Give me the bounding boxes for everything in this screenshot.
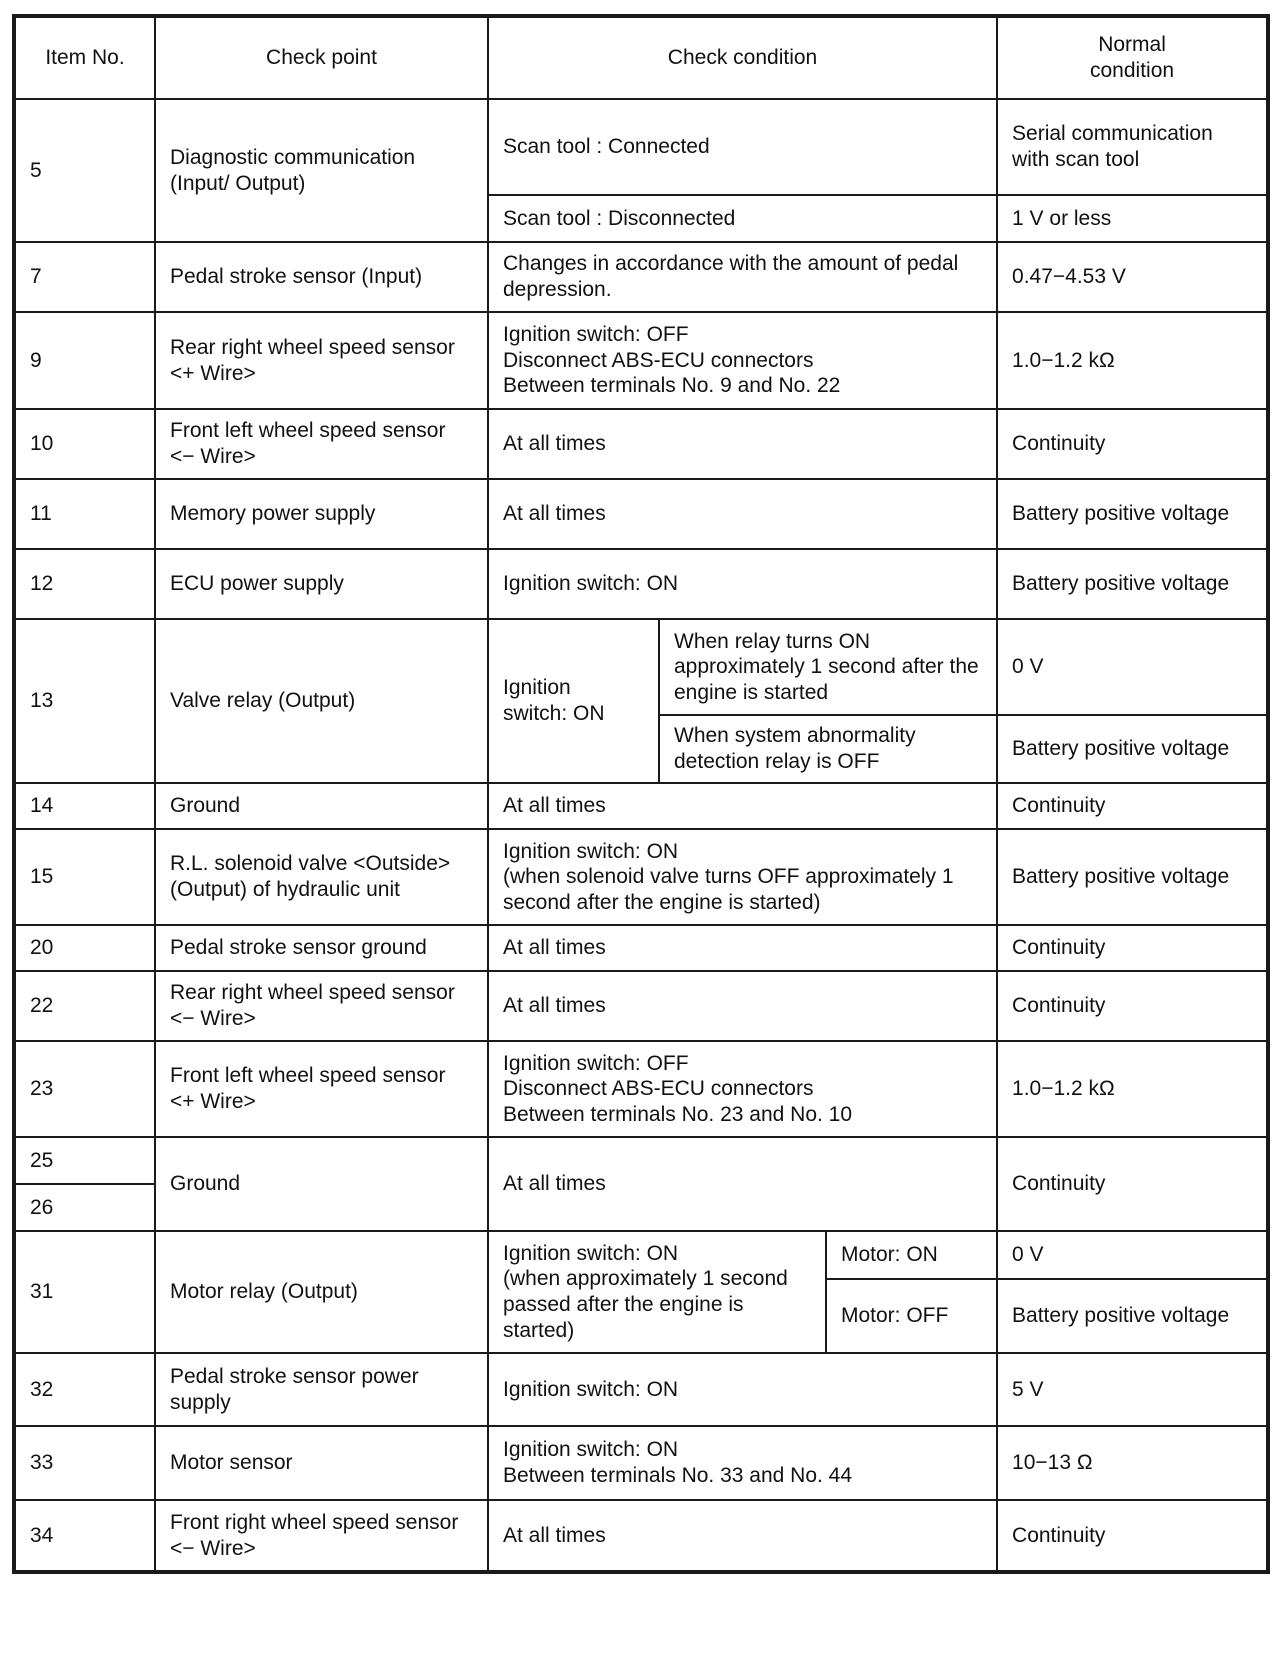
check-point: Valve relay (Output) bbox=[155, 619, 488, 783]
normal-condition: Continuity bbox=[997, 971, 1267, 1041]
table-row bbox=[15, 1137, 1267, 1184]
check-condition: At all times bbox=[488, 1137, 997, 1231]
check-condition: Ignition switch: OFF Disconnect ABS-ECU connectors Between terminals No. 23 and No. 10 bbox=[488, 1041, 997, 1137]
check-point: Front right wheel speed sensor <− Wire> bbox=[155, 1500, 488, 1571]
item-number: 11 bbox=[15, 479, 155, 549]
check-point: Pedal stroke sensor power supply bbox=[155, 1353, 488, 1426]
header-item-no: Item No. bbox=[15, 17, 155, 99]
item-number: 32 bbox=[15, 1353, 155, 1426]
check-point: Rear right wheel speed sensor <+ Wire> bbox=[155, 312, 488, 409]
check-condition: Ignition switch: ON Between terminals No. 33 and No. 44 bbox=[488, 1426, 997, 1500]
header-row bbox=[15, 17, 1267, 99]
normal-condition: Continuity bbox=[997, 409, 1267, 479]
normal-condition: Continuity bbox=[997, 1500, 1267, 1571]
normal-condition: 5 V bbox=[997, 1353, 1267, 1426]
normal-condition: 1 V or less bbox=[997, 195, 1267, 242]
table-row bbox=[15, 242, 1267, 312]
check-point: Ground bbox=[155, 783, 488, 829]
check-point: Memory power supply bbox=[155, 479, 488, 549]
table-row bbox=[15, 1353, 1267, 1426]
spec-page bbox=[14, 16, 1266, 1572]
check-condition: Scan tool : Connected bbox=[488, 99, 997, 195]
check-condition: Ignition switch: ON (when solenoid valve turns OFF approximately 1 second after the engine is started) bbox=[488, 829, 997, 925]
normal-condition: 0 V bbox=[997, 1231, 1267, 1279]
normal-condition: Continuity bbox=[997, 925, 1267, 971]
check-point: Rear right wheel speed sensor <− Wire> bbox=[155, 971, 488, 1041]
normal-condition: Battery positive voltage bbox=[997, 549, 1267, 619]
normal-condition: 1.0−1.2 kΩ bbox=[997, 1041, 1267, 1137]
table-row bbox=[15, 783, 1267, 829]
check-condition: At all times bbox=[488, 479, 997, 549]
check-point: R.L. solenoid valve <Outside> (Output) of hydraulic unit bbox=[155, 829, 488, 925]
item-number: 7 bbox=[15, 242, 155, 312]
check-condition: Ignition switch: ON bbox=[488, 549, 997, 619]
normal-condition: Serial communication with scan tool bbox=[997, 99, 1267, 195]
item-number: 13 bbox=[15, 619, 155, 783]
table-row bbox=[15, 971, 1267, 1041]
check-condition: At all times bbox=[488, 971, 997, 1041]
check-point: Pedal stroke sensor ground bbox=[155, 925, 488, 971]
table-row bbox=[15, 479, 1267, 549]
normal-condition: Battery positive voltage bbox=[997, 1279, 1267, 1353]
table-row bbox=[15, 1500, 1267, 1571]
table-row bbox=[15, 1426, 1267, 1500]
normal-condition: Battery positive voltage bbox=[997, 829, 1267, 925]
table-row bbox=[15, 99, 1267, 195]
table-row bbox=[15, 312, 1267, 409]
item-number: 5 bbox=[15, 99, 155, 242]
check-condition: Ignition switch: ON bbox=[488, 1353, 997, 1426]
normal-condition: 0 V bbox=[997, 619, 1267, 715]
check-condition-main: Ignition switch: ON bbox=[488, 619, 659, 783]
item-number: 22 bbox=[15, 971, 155, 1041]
check-condition-sub: When relay turns ON approximately 1 second after the engine is started bbox=[659, 619, 997, 715]
check-condition: At all times bbox=[488, 925, 997, 971]
item-number: 15 bbox=[15, 829, 155, 925]
item-number: 23 bbox=[15, 1041, 155, 1137]
normal-condition: Continuity bbox=[997, 1137, 1267, 1231]
check-point: Front left wheel speed sensor <+ Wire> bbox=[155, 1041, 488, 1137]
check-condition-sub: Motor: OFF bbox=[826, 1279, 997, 1353]
header-check-point: Check point bbox=[155, 17, 488, 99]
check-condition: Ignition switch: OFF Disconnect ABS-ECU connectors Between terminals No. 9 and No. 22 bbox=[488, 312, 997, 409]
normal-condition: Continuity bbox=[997, 783, 1267, 829]
check-point: Motor relay (Output) bbox=[155, 1231, 488, 1353]
check-point: Ground bbox=[155, 1137, 488, 1231]
item-number: 12 bbox=[15, 549, 155, 619]
item-number: 14 bbox=[15, 783, 155, 829]
check-condition: At all times bbox=[488, 1500, 997, 1571]
check-condition: Scan tool : Disconnected bbox=[488, 195, 997, 242]
table-row bbox=[15, 1231, 1267, 1279]
item-number: 25 bbox=[15, 1137, 155, 1184]
header-normal-condition: Normal condition bbox=[997, 17, 1267, 99]
check-point: ECU power supply bbox=[155, 549, 488, 619]
item-number: 34 bbox=[15, 1500, 155, 1571]
check-condition-sub: Motor: ON bbox=[826, 1231, 997, 1279]
terminal-check-table bbox=[14, 16, 1268, 1572]
check-point: Front left wheel speed sensor <− Wire> bbox=[155, 409, 488, 479]
check-condition: At all times bbox=[488, 783, 997, 829]
normal-condition: 0.47−4.53 V bbox=[997, 242, 1267, 312]
item-number: 33 bbox=[15, 1426, 155, 1500]
check-condition: Changes in accordance with the amount of pedal depression. bbox=[488, 242, 997, 312]
table-row bbox=[15, 409, 1267, 479]
header-check-condition: Check condition bbox=[488, 17, 997, 99]
table-row bbox=[15, 549, 1267, 619]
check-condition-sub: When system abnormality detection relay is OFF bbox=[659, 715, 997, 783]
item-number: 9 bbox=[15, 312, 155, 409]
item-number: 20 bbox=[15, 925, 155, 971]
normal-condition: Battery positive voltage bbox=[997, 479, 1267, 549]
normal-condition: 10−13 Ω bbox=[997, 1426, 1267, 1500]
table-row bbox=[15, 829, 1267, 925]
normal-condition: 1.0−1.2 kΩ bbox=[997, 312, 1267, 409]
item-number: 31 bbox=[15, 1231, 155, 1353]
check-condition-main: Ignition switch: ON (when approximately 1 second passed after the engine is started) bbox=[488, 1231, 826, 1353]
table-row bbox=[15, 1041, 1267, 1137]
check-point: Diagnostic communication (Input/ Output) bbox=[155, 99, 488, 242]
item-number: 10 bbox=[15, 409, 155, 479]
normal-condition: Battery positive voltage bbox=[997, 715, 1267, 783]
check-point: Motor sensor bbox=[155, 1426, 488, 1500]
check-condition: At all times bbox=[488, 409, 997, 479]
table-row bbox=[15, 925, 1267, 971]
table-row bbox=[15, 619, 1267, 715]
check-point: Pedal stroke sensor (Input) bbox=[155, 242, 488, 312]
item-number: 26 bbox=[15, 1184, 155, 1231]
